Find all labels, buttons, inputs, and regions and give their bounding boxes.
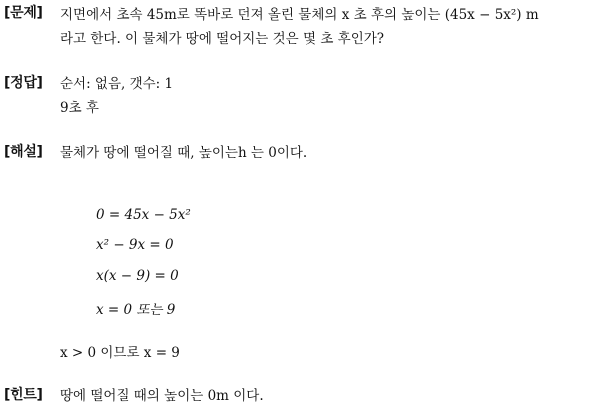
problem-tag: [문제]	[4, 5, 43, 21]
equation-4: x = 0 또는 9	[96, 302, 176, 318]
solution-intro: 물체가 땅에 떨어질 때, 높이는h 는 0이다.	[60, 145, 308, 161]
hint-text: 땅에 떨어질 때의 높이는 0m 이다.	[60, 388, 264, 404]
answer-line-1: 순서: 없음, 갯수: 1	[60, 76, 174, 92]
equation-1: 0 = 45x − 5x²	[96, 207, 191, 223]
solution-conclusion: x > 0 이므로 x = 9	[60, 345, 180, 361]
problem-line-1: 지면에서 초속 45m로 똑바로 던져 올린 물체의 x 초 후의 높이는 (45x − 5x²) m	[60, 7, 539, 23]
equation-3: x(x − 9) = 0	[96, 268, 179, 284]
equation-2: x² − 9x = 0	[96, 237, 174, 253]
hint-tag: [힌트]	[4, 387, 43, 403]
answer-line-2: 9초 후	[60, 100, 99, 116]
answer-tag: [정답]	[4, 75, 43, 91]
problem-line-2: 라고 한다. 이 물체가 땅에 떨어지는 것은 몇 초 후인가?	[60, 31, 385, 47]
solution-tag: [해설]	[4, 144, 43, 160]
